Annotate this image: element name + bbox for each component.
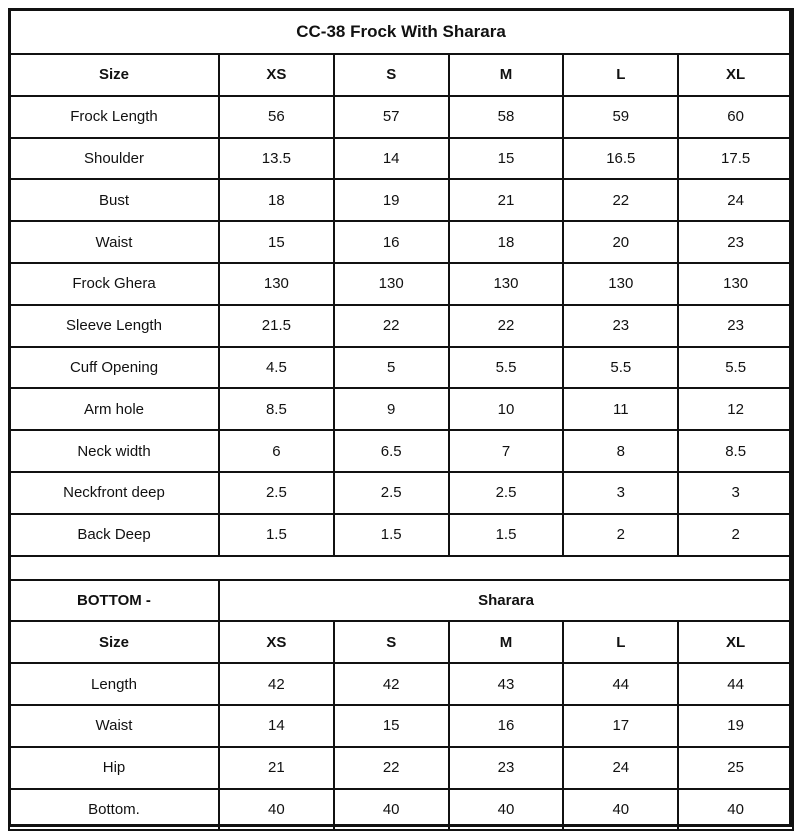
chart-title: CC-38 Frock With Sharara: [9, 9, 793, 54]
measurement-value: 4.5: [219, 347, 334, 389]
measurement-label: Length: [9, 663, 219, 705]
measurement-value: 22: [563, 179, 678, 221]
measurement-row: [9, 472, 793, 514]
measurement-value: 15: [334, 705, 449, 747]
bottom-size-header-row: [9, 621, 793, 663]
measurement-value: 24: [678, 179, 793, 221]
measurement-value: 19: [334, 179, 449, 221]
measurement-value: 16.5: [563, 138, 678, 180]
measurement-value: 59: [563, 96, 678, 138]
measurement-label: Frock Length: [9, 96, 219, 138]
measurement-label: Cuff Opening: [9, 347, 219, 389]
measurement-label: Shoulder: [9, 138, 219, 180]
measurement-value: 42: [334, 663, 449, 705]
measurement-value: 21.5: [219, 305, 334, 347]
measurement-row: [9, 221, 793, 263]
measurement-row: [9, 747, 793, 789]
measurement-value: 7: [449, 430, 564, 472]
measurement-value: 40: [678, 789, 793, 831]
section-spacer: [9, 556, 793, 580]
measurement-value: 130: [449, 263, 564, 305]
measurement-value: 22: [334, 747, 449, 789]
measurement-row: [9, 789, 793, 831]
measurement-value: 1.5: [449, 514, 564, 556]
measurement-value: 40: [334, 789, 449, 831]
size-header-label: Size: [9, 621, 219, 663]
measurement-value: 15: [219, 221, 334, 263]
measurement-value: 23: [563, 305, 678, 347]
measurement-value: 20: [563, 221, 678, 263]
measurement-row: [9, 179, 793, 221]
size-header-cell: M: [449, 621, 564, 663]
size-header-cell: L: [563, 621, 678, 663]
measurement-value: 5.5: [563, 347, 678, 389]
measurement-value: 56: [219, 96, 334, 138]
measurement-value: 40: [219, 789, 334, 831]
measurement-value: 18: [219, 179, 334, 221]
measurement-value: 2.5: [219, 472, 334, 514]
measurement-row: [9, 663, 793, 705]
measurement-value: 22: [334, 305, 449, 347]
measurement-row: [9, 305, 793, 347]
measurement-label: Bust: [9, 179, 219, 221]
measurement-value: 23: [678, 305, 793, 347]
measurement-value: 17.5: [678, 138, 793, 180]
measurement-value: 11: [563, 388, 678, 430]
measurement-value: 130: [219, 263, 334, 305]
measurement-value: 18: [449, 221, 564, 263]
measurement-value: 1.5: [334, 514, 449, 556]
spacer-cell: [9, 556, 793, 580]
size-header-cell: XL: [678, 54, 793, 96]
measurement-value: 2.5: [449, 472, 564, 514]
measurement-value: 21: [449, 179, 564, 221]
measurement-row: [9, 263, 793, 305]
measurement-value: 5.5: [449, 347, 564, 389]
measurement-label: Waist: [9, 221, 219, 263]
measurement-row: [9, 347, 793, 389]
measurement-value: 19: [678, 705, 793, 747]
measurement-label: Neck width: [9, 430, 219, 472]
measurement-label: Frock Ghera: [9, 263, 219, 305]
measurement-value: 130: [334, 263, 449, 305]
measurement-value: 14: [334, 138, 449, 180]
measurement-value: 130: [563, 263, 678, 305]
measurement-value: 5: [334, 347, 449, 389]
size-header-cell: S: [334, 621, 449, 663]
measurement-value: 23: [678, 221, 793, 263]
measurement-value: 60: [678, 96, 793, 138]
measurement-value: 14: [219, 705, 334, 747]
measurement-value: 2: [563, 514, 678, 556]
size-chart-table: [8, 8, 794, 831]
measurement-value: 42: [219, 663, 334, 705]
measurement-row: [9, 514, 793, 556]
measurement-value: 17: [563, 705, 678, 747]
measurement-value: 10: [449, 388, 564, 430]
size-header-cell: S: [334, 54, 449, 96]
measurement-value: 44: [678, 663, 793, 705]
measurement-value: 57: [334, 96, 449, 138]
bottom-label: BOTTOM -: [9, 580, 219, 622]
bottom-name: Sharara: [219, 580, 793, 622]
measurement-value: 3: [563, 472, 678, 514]
measurement-value: 24: [563, 747, 678, 789]
measurement-value: 40: [449, 789, 564, 831]
measurement-value: 8.5: [678, 430, 793, 472]
measurement-value: 1.5: [219, 514, 334, 556]
measurement-value: 44: [563, 663, 678, 705]
measurement-value: 16: [334, 221, 449, 263]
measurement-value: 22: [449, 305, 564, 347]
measurement-value: 25: [678, 747, 793, 789]
measurement-row: [9, 705, 793, 747]
size-header-cell: XS: [219, 621, 334, 663]
measurement-label: Back Deep: [9, 514, 219, 556]
measurement-value: 8.5: [219, 388, 334, 430]
bottom-section-row: [9, 580, 793, 622]
measurement-value: 12: [678, 388, 793, 430]
measurement-label: Hip: [9, 747, 219, 789]
measurement-value: 9: [334, 388, 449, 430]
measurement-row: [9, 96, 793, 138]
measurement-value: 2: [678, 514, 793, 556]
measurement-value: 5.5: [678, 347, 793, 389]
measurement-value: 130: [678, 263, 793, 305]
measurement-value: 58: [449, 96, 564, 138]
measurement-value: 21: [219, 747, 334, 789]
measurement-value: 6.5: [334, 430, 449, 472]
size-header-cell: L: [563, 54, 678, 96]
measurement-value: 23: [449, 747, 564, 789]
measurement-value: 43: [449, 663, 564, 705]
size-header-label: Size: [9, 54, 219, 96]
measurement-value: 6: [219, 430, 334, 472]
measurement-label: Sleeve Length: [9, 305, 219, 347]
measurement-row: [9, 430, 793, 472]
measurement-value: 2.5: [334, 472, 449, 514]
size-header-cell: XL: [678, 621, 793, 663]
measurement-label: Neckfront deep: [9, 472, 219, 514]
measurement-value: 16: [449, 705, 564, 747]
measurement-value: 8: [563, 430, 678, 472]
measurement-value: 15: [449, 138, 564, 180]
measurement-label: Bottom.: [9, 789, 219, 831]
measurement-value: 40: [563, 789, 678, 831]
size-header-cell: XS: [219, 54, 334, 96]
measurement-row: [9, 138, 793, 180]
measurement-value: 13.5: [219, 138, 334, 180]
measurement-row: [9, 388, 793, 430]
measurement-label: Arm hole: [9, 388, 219, 430]
top-size-header-row: [9, 54, 793, 96]
measurement-value: 3: [678, 472, 793, 514]
measurement-label: Waist: [9, 705, 219, 747]
size-header-cell: M: [449, 54, 564, 96]
